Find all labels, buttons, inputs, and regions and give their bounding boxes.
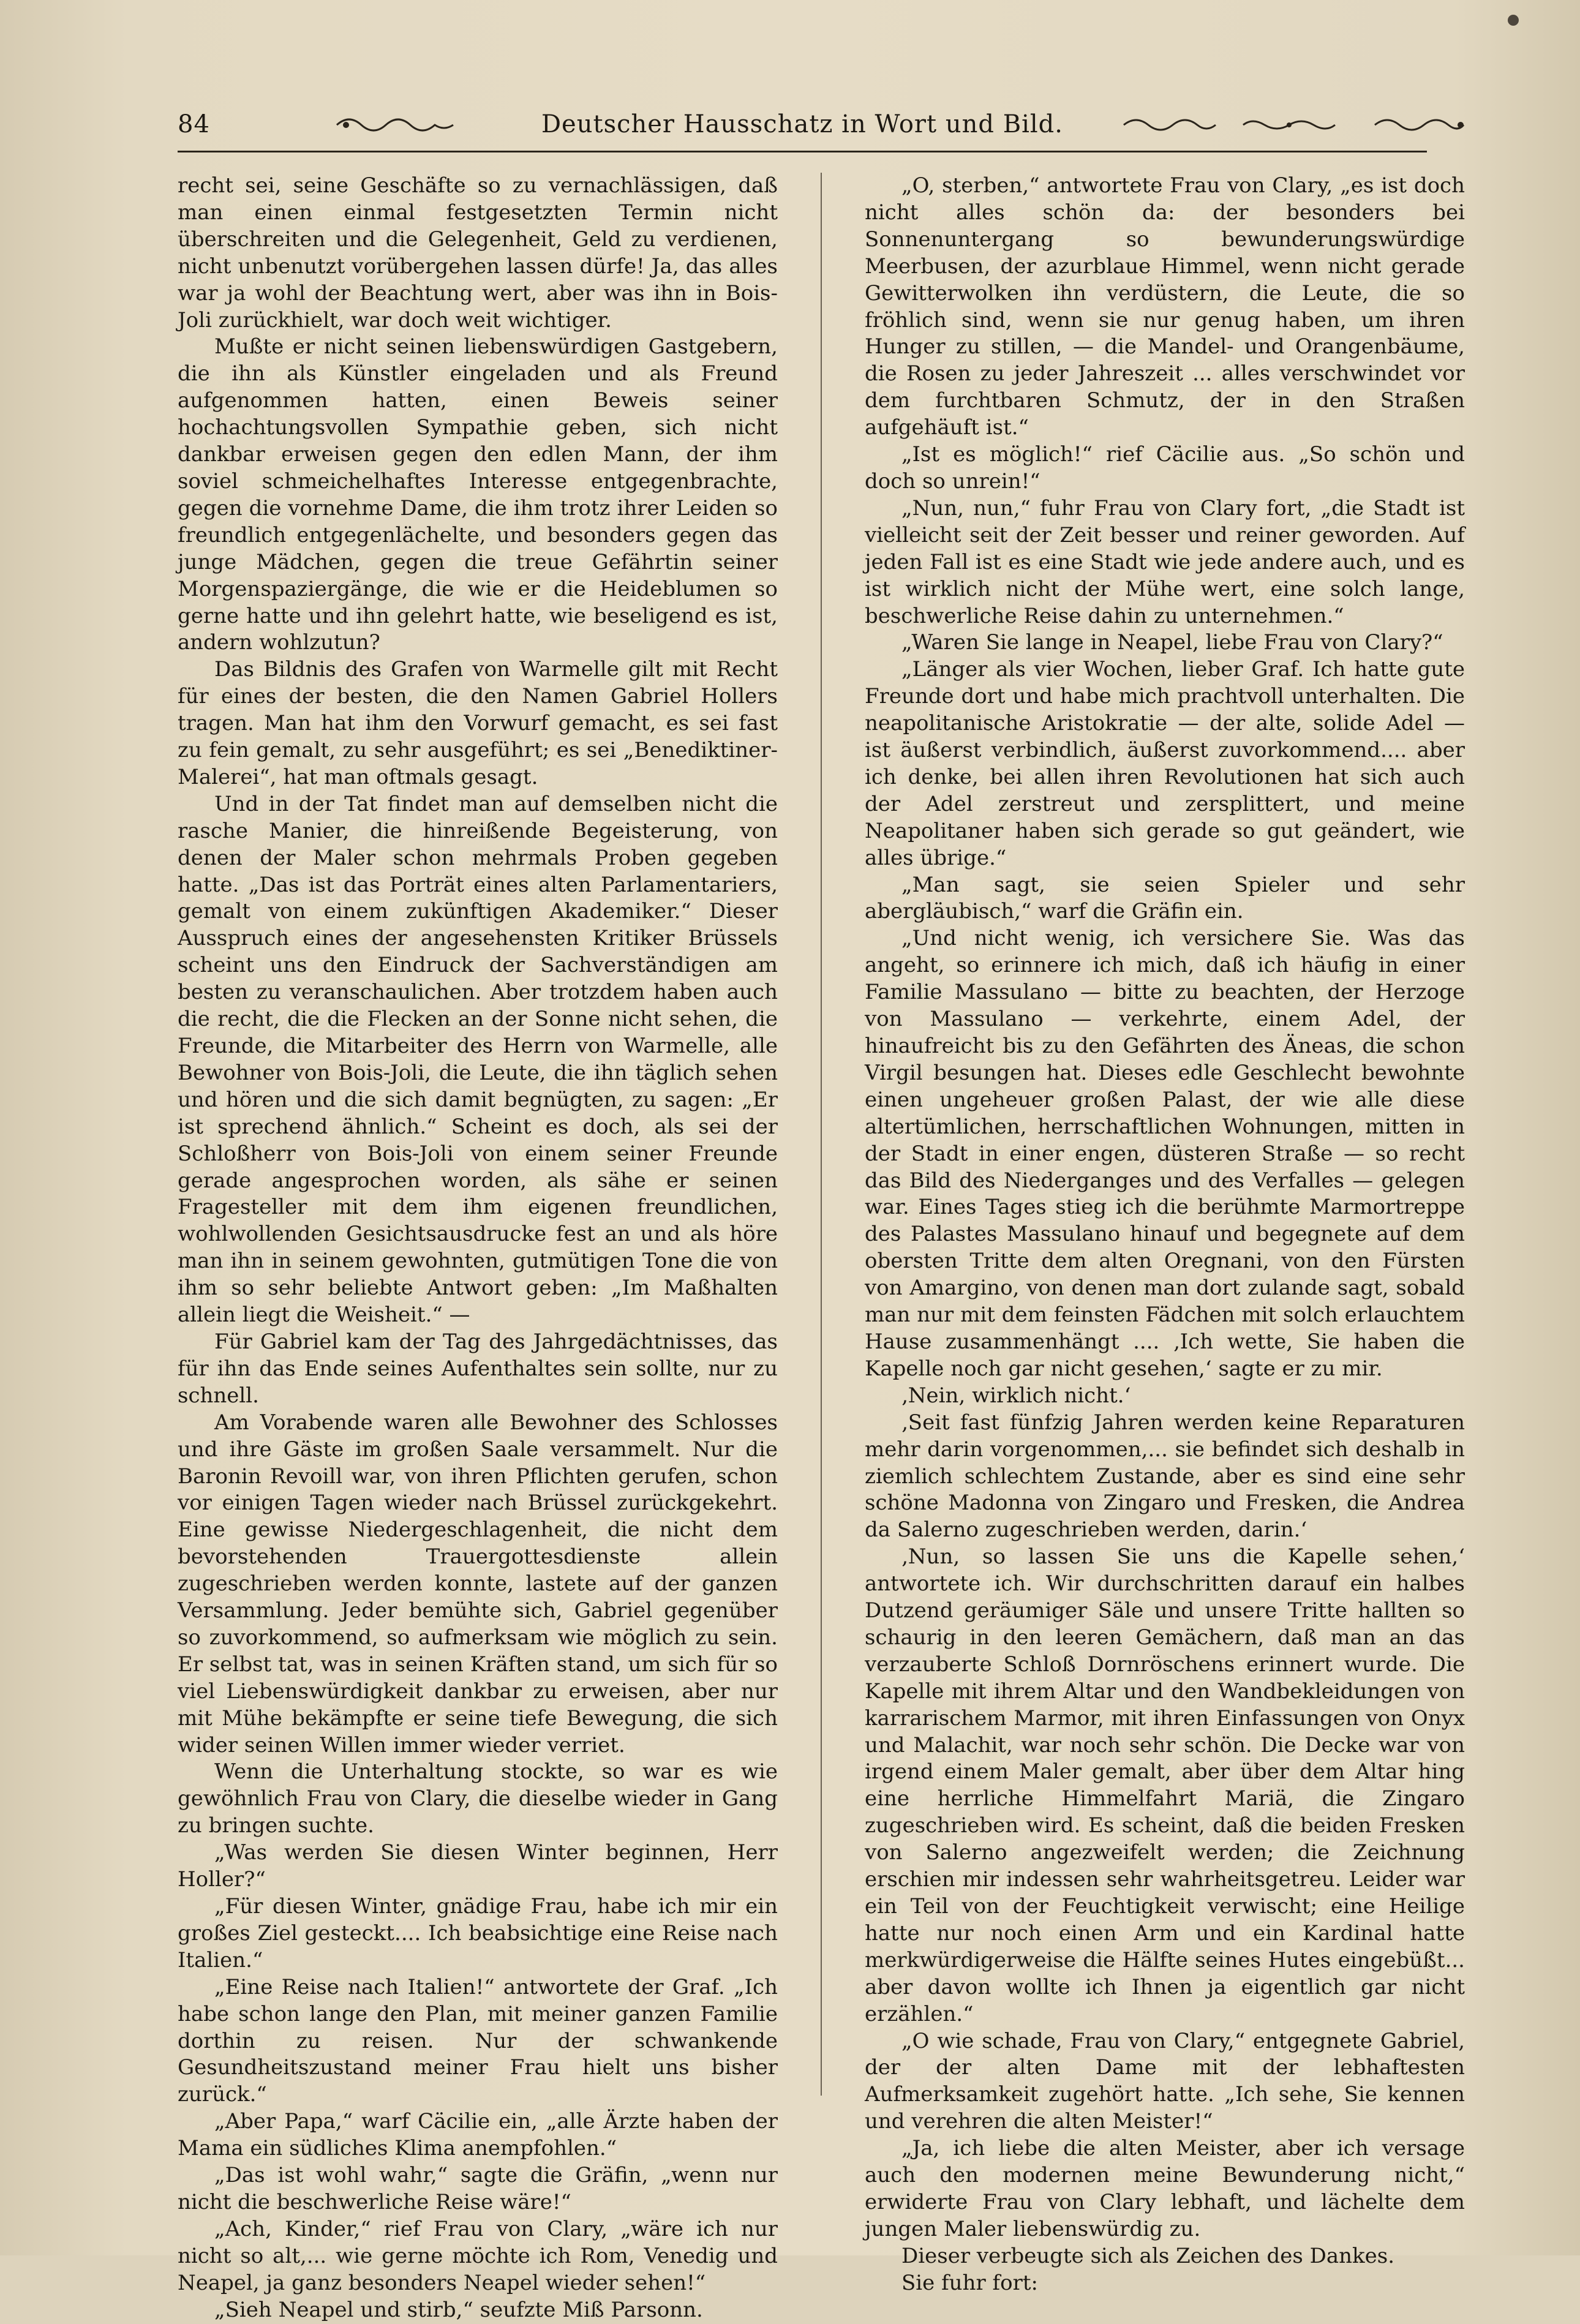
- paragraph: „O, sterben,“ antwortete Frau von Clary, „es ist doch nicht alles schön da: der besonders bei Sonnenuntergang so bewunderungswürdige Meerbusen, der azurblaue Himmel, wenn nicht gerade Gewitterwolken ihn verdüstern, die Leute, die so fröhlich sind, wenn sie nur genug haben, um ihren Hunger zu stillen, — die Mandel- und Orangenbäume, die Rosen zu jeder Jahreszeit ... alles verschwindet vor dem furchtbaren Schmutz, der in den Straßen aufgehäuft ist.“: [865, 173, 1465, 440]
- header-ornament-icon: [1240, 113, 1338, 137]
- paragraph: Das Bildnis des Grafen von Warmelle gilt mit Recht für eines der besten, die den Namen Gabriel Hollers tragen. Man hat ihm den Vorwurf gemacht, es sei fast zu fein gemalt, zu sehr ausgeführt; es sei „Benediktiner-Malerei“, hat man oftmals gesagt.: [178, 657, 778, 789]
- paragraph: „Ach, Kinder,“ rief Frau von Clary, „wäre ich nur nicht so alt,... wie gerne möchte ich Rom, Venedig und Neapel, ja ganz besonders Neapel wieder sehen!“: [178, 2216, 778, 2295]
- column-divider: [821, 173, 822, 2096]
- paragraph: Für Gabriel kam der Tag des Jahrgedächtnisses, das für ihn das Ende seines Aufenthaltes sein sollte, nur zu schnell.: [178, 1329, 778, 1408]
- paragraph: recht sei, seine Geschäfte so zu vernachlässigen, daß man einen einmal festgesetzten Termin nicht überschreiten und die Gelegenheit, Geld zu verdienen, nicht unbenutzt vorübergehen lassen dürfe! Ja, das alles war ja wohl der Beachtung wert, aber was ihn in Bois-Joli zurückhielt, war doch weit wichtiger.: [178, 173, 778, 333]
- running-title: Deutscher Hausschatz in Wort und Bild.: [541, 110, 1063, 138]
- paragraph: „Eine Reise nach Italien!“ antwortete der Graf. „Ich habe schon lange den Plan, mit meiner ganzen Familie dorthin zu reisen. Nur der schwankende Gesundheitszustand meiner Frau hielt uns bisher zurück.“: [178, 1974, 778, 2107]
- paragraph: „Länger als vier Wochen, lieber Graf. Ich hatte gute Freunde dort und habe mich prachtvoll unterhalten. Die neapolitanische Aristokratie — der alte, solide Adel — ist äußerst verbindlich, äußerst zuvorkommend.... aber ich denke, bei allen ihren Revolutionen hat sich auch der Adel zerstreut und zersplittert, und meine Neapolitaner haben sich gerade so gut geändert, wie alles übrige.“: [865, 657, 1465, 870]
- paragraph: Dieser verbeugte sich als Zeichen des Dankes.: [901, 2243, 1395, 2268]
- left-column: [178, 173, 778, 2322]
- paragraph: „Was werden Sie diesen Winter beginnen, Herr Holler?“: [178, 1840, 778, 1892]
- paragraph: „Nun, nun,“ fuhr Frau von Clary fort, „die Stadt ist vielleicht seit der Zeit besser und reiner geworden. Auf jeden Fall ist es eine Stadt wie jede andere auch, und es ist wirklich nicht der Mühe wert, eine solch lange, beschwerliche Reise dahin zu unternehmen.“: [865, 495, 1465, 628]
- paragraph: ‚Seit fast fünfzig Jahren werden keine Reparaturen mehr darin vorgenommen,... sie befindet sich deshalb in ziemlich schlechtem Zustande, aber es sind eine sehr schöne Madonna von Zingaro und Fresken, die Andrea da Salerno zugeschrieben werden, darin.‘: [865, 1410, 1465, 1543]
- paragraph: ‚Nein, wirklich nicht.‘: [901, 1383, 1131, 1408]
- paragraph: Am Vorabende waren alle Bewohner des Schlosses und ihre Gäste im großen Saale versammelt. Nur die Baronin Revoill war, von ihren Pflichten gerufen, schon vor einigen Tagen wieder nach Brüssel zurückgekehrt. Eine gewisse Niedergeschlagenheit, die nicht dem bevorstehenden Trauergottesdienste allein zugeschrieben werden konnte, lastete auf der ganzen Versammlung. Jeder bemühte sich, Gabriel gegenüber so zuvorkommend, so aufmerksam wie möglich zu sein. Er selbst tat, was in seinen Kräften stand, um sich für so viel Liebenswürdigkeit dankbar zu erweisen, aber nur mit Mühe bekämpfte er seine tiefe Bewegung, die sich wider seinen Willen immer wieder verriet.: [178, 1410, 778, 1758]
- paragraph: „Ja, ich liebe die alten Meister, aber ich versage auch den modernen meine Bewunderung nicht,“ erwiderte Frau von Clary lebhaft, und lächelte dem jungen Maler liebenswürdig zu.: [865, 2136, 1465, 2241]
- right-column: [865, 173, 1465, 2295]
- page-number: 84: [178, 110, 210, 138]
- paragraph: „Für diesen Winter, gnädige Frau, habe ich mir ein großes Ziel gesteckt.... Ich beabsichtige eine Reise nach Italien.“: [178, 1894, 778, 1972]
- paragraph: „Und nicht wenig, ich versichere Sie. Was das angeht, so erinnere ich mich, daß ich häufig in einer Familie Massulano — bitte zu beachten, der Herzoge von Massulano — verkehrte, einem Adel, der hinaufreicht bis zu den Gefährten des Äneas, die schon Virgil besungen hat. Dieses edle Geschlecht bewohnte einen ungeheuer großen Palast, der wie alle diese altertümlichen, herrschaftlichen Wohnungen, mitten in der Stadt in einer engen, düsteren Straße — so recht das Bild des Niederganges und des Verfalles — gelegen war. Eines Tages stieg ich die berühmte Marmortreppe des Palastes Massulano hinauf und begegnete auf dem obersten Tritte dem alten Oregnani, von den Fürsten von Amargino, von denen man dort zulande sagt, sobald man nur mit dem feinsten Fädchen mit solch erlauchtem Hause zusammenhängt .... ‚Ich wette, Sie haben die Kapelle noch gar nicht gesehen,‘ sagte er zu mir.: [865, 926, 1465, 1381]
- paragraph: „Aber Papa,“ warf Cäcilie ein, „alle Ärzte haben der Mama ein südliches Klima anempfohlen.“: [178, 2109, 778, 2161]
- paragraph: „Sieh Neapel und stirb,“ seufzte Miß Parsonn.: [214, 2297, 703, 2322]
- paragraph: „Man sagt, sie seien Spieler und sehr abergläubisch,“ warf die Gräfin ein.: [865, 872, 1465, 924]
- paragraph: Mußte er nicht seinen liebenswürdigen Gastgebern, die ihn als Künstler eingeladen und als Freund aufgenommen hatten, einen Beweis seiner hochachtungsvollen Sympathie geben, sich nicht dankbar erweisen gegen den edlen Mann, der ihm soviel schmeichelhaftes Interesse entgegenbrachte, gegen die vornehme Dame, die ihm trotz ihrer Leiden so freundlich entgegenlächelte, und besonders gegen das junge Mädchen, gegen die treue Gefährtin seiner Morgenspaziergänge, die wie er die Heideblumen so gerne hatte und ihn gelehrt hatte, wie beseligend es ist, andern wohlzutun?: [178, 334, 778, 655]
- paragraph: Sie fuhr fort:: [901, 2270, 1038, 2295]
- header-ornament-icon: [1372, 113, 1470, 137]
- paragraph: ‚Nun, so lassen Sie uns die Kapelle sehen,‘ antwortete ich. Wir durchschritten darauf ein halbes Dutzend geräumiger Säle und unsere Tritte hallten so schaurig in den leeren Gemächern, daß man an das verzauberte Schloß Dornröschens erinnert wurde. Die Kapelle mit ihrem Altar und den Wandbekleidungen von karrarischem Marmor, mit ihren Einfassungen von Onyx und Malachit, war noch sehr schön. Die Decke war von irgend einem Maler gemalt, aber über dem Altar hing eine herrliche Himmelfahrt Mariä, die Zingaro zugeschrieben wird. Es scheint, daß die beiden Fresken von Salerno angezweifelt werden; die Zeichnung erschien mir indessen sehr wahrheitsgetreu. Leider war ein Teil von der Feuchtigkeit verwischt; eine Heilige hatte nur noch einen Arm und ein Kardinal hatte merkwürdigerweise die Hälfte seines Hutes eingebüßt... aber davon wollte ich Ihnen ja eigentlich gar nicht erzählen.“: [865, 1544, 1465, 2026]
- paragraph: „Waren Sie lange in Neapel, liebe Frau von Clary?“: [901, 630, 1443, 655]
- paragraph: „Ist es möglich!“ rief Cäcilie aus. „So schön und doch so unrein!“: [865, 442, 1465, 494]
- header-rule: [178, 151, 1427, 152]
- paragraph: „Das ist wohl wahr,“ sagte die Gräfin, „wenn nur nicht die beschwerliche Reise wäre!“: [178, 2163, 778, 2214]
- paragraph: Und in der Tat findet man auf demselben nicht die rasche Manier, die hinreißende Begeisterung, von denen der Maler schon mehrmals Proben gegeben hatte. „Das ist das Porträt eines alten Parlamentariers, gemalt von einem zukünftigen Akademiker.“ Dieser Ausspruch eines der angesehensten Kritiker Brüssels scheint uns den Eindruck der Sachverständigen am besten zu veranschaulichen. Aber trotzdem haben auch die recht, die die Flecken an der Sonne nicht sehen, die Freunde, die Mitarbeiter des Herrn von Warmelle, alle Bewohner von Bois-Joli, die Leute, die ihn täglich sehen und hören und die sich damit begnügten, zu sagen: „Er ist sprechend ähnlich.“ Scheint es doch, als sei der Schloßherr von Bois-Joli von einem seiner Freunde gerade angesprochen worden, als sähe er seinen Fragesteller mit dem ihm eigenen freundlichen, wohlwollenden Gesichtsausdrucke fest an und als höre man ihn in seinem gewohnten, gutmütigen Tone die von ihm so sehr beliebte Antwort geben: „Im Maßhalten allein liegt die Weisheit.“ —: [178, 791, 778, 1328]
- paragraph: Wenn die Unterhaltung stockte, so war es wie gewöhnlich Frau von Clary, die dieselbe wieder in Gang zu bringen suchte.: [178, 1759, 778, 1838]
- binding-hole: [1508, 15, 1519, 26]
- running-header: [178, 108, 1427, 151]
- header-ornament-icon: [1121, 113, 1219, 137]
- paragraph: „O wie schade, Frau von Clary,“ entgegnete Gabriel, der der alten Dame mit der lebhaftesten Aufmerksamkeit zugehört hatte. „Ich sehe, Sie kennen und verehren die alten Meister!“: [865, 2028, 1465, 2134]
